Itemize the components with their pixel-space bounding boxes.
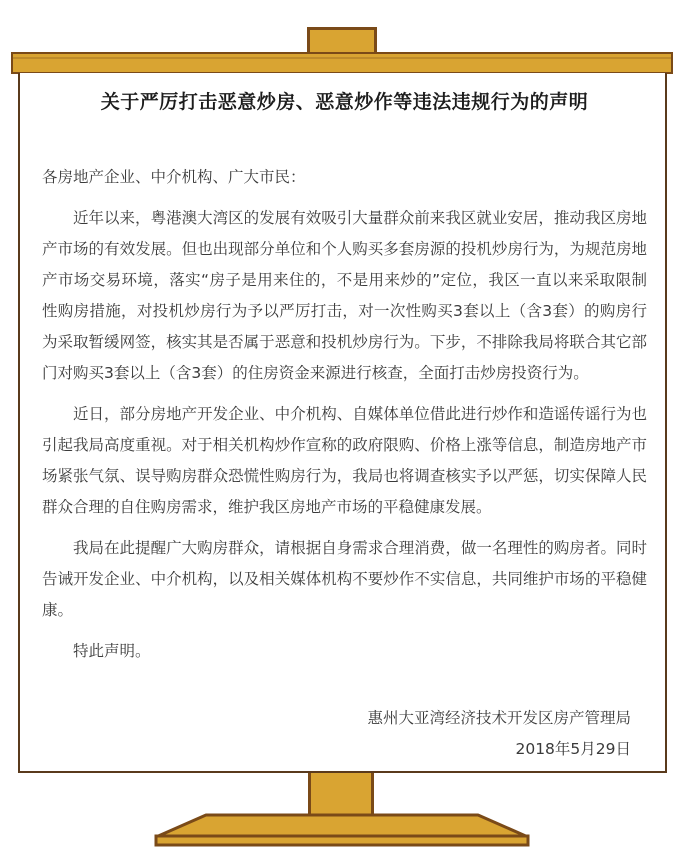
base-front-face: [156, 836, 528, 845]
document-addressee: 各房地产企业、中介机构、广大市民：: [42, 167, 306, 186]
document-paragraph-3: 我局在此提醒广大购房群众，请根据自身需求合理消费，做一名理性的购房者。同时告诫开发企业、中介机构，以及相关媒体机构不要炒作不实信息，共同维护市场的平稳健康。: [42, 538, 647, 619]
scroll-bottom-base: [150, 813, 534, 847]
document-paragraph-2: 近日，部分房地产开发企业、中介机构、自媒体单位借此进行炒作和造谣传谣行为也引起我局高度重视。对于相关机构炒作宣称的政府限购、价格上涨等信息，制造房地产市场紧张气氛、误导购房群众恐慌性购房行为，我局也将调查核实予以严惩，切实保障人民群众合理的自住购房需求，维护我区房地产市场的平稳健康发展。: [42, 404, 647, 516]
document-content: [42, 73, 647, 771]
signature-organization: 惠州大亚湾经济技术开发区房产管理局: [367, 708, 631, 727]
signature-block: [42, 667, 647, 765]
page-title: 关于严厉打击恶意炒房、恶意炒作等违法违规行为的声明: [100, 91, 589, 113]
signature-date: 2018年5月29日: [515, 739, 631, 758]
document-paragraph-4: 特此声明。: [73, 641, 151, 660]
scroll-base-shape: [150, 813, 534, 847]
base-top-face: [156, 815, 528, 837]
scroll-top-knob: [307, 27, 377, 53]
scroll-top-rod: [11, 52, 673, 74]
document-paper: [18, 73, 667, 773]
document-paragraph-1: 近年以来，粤港澳大湾区的发展有效吸引大量群众前来我区就业安居，推动我区房地产市场的有效发展。但也出现部分单位和个人购买多套房源的投机炒房行为，为规范房地产市场交易环境，落实“房子是用来住的，不是用来炒的”定位，我区一直以来采取限制性购房措施，对投机炒房行为予以严厉打击，对一次性购买3套以上（含3套）的购房行为采取暂缓网签，核实其是否属于恶意和投机炒房行为。下步，不排除我局将联合其它部门对购买3套以上（含3套）的住房资金来源进行核查，全面打击炒房投资行为。: [42, 208, 647, 382]
